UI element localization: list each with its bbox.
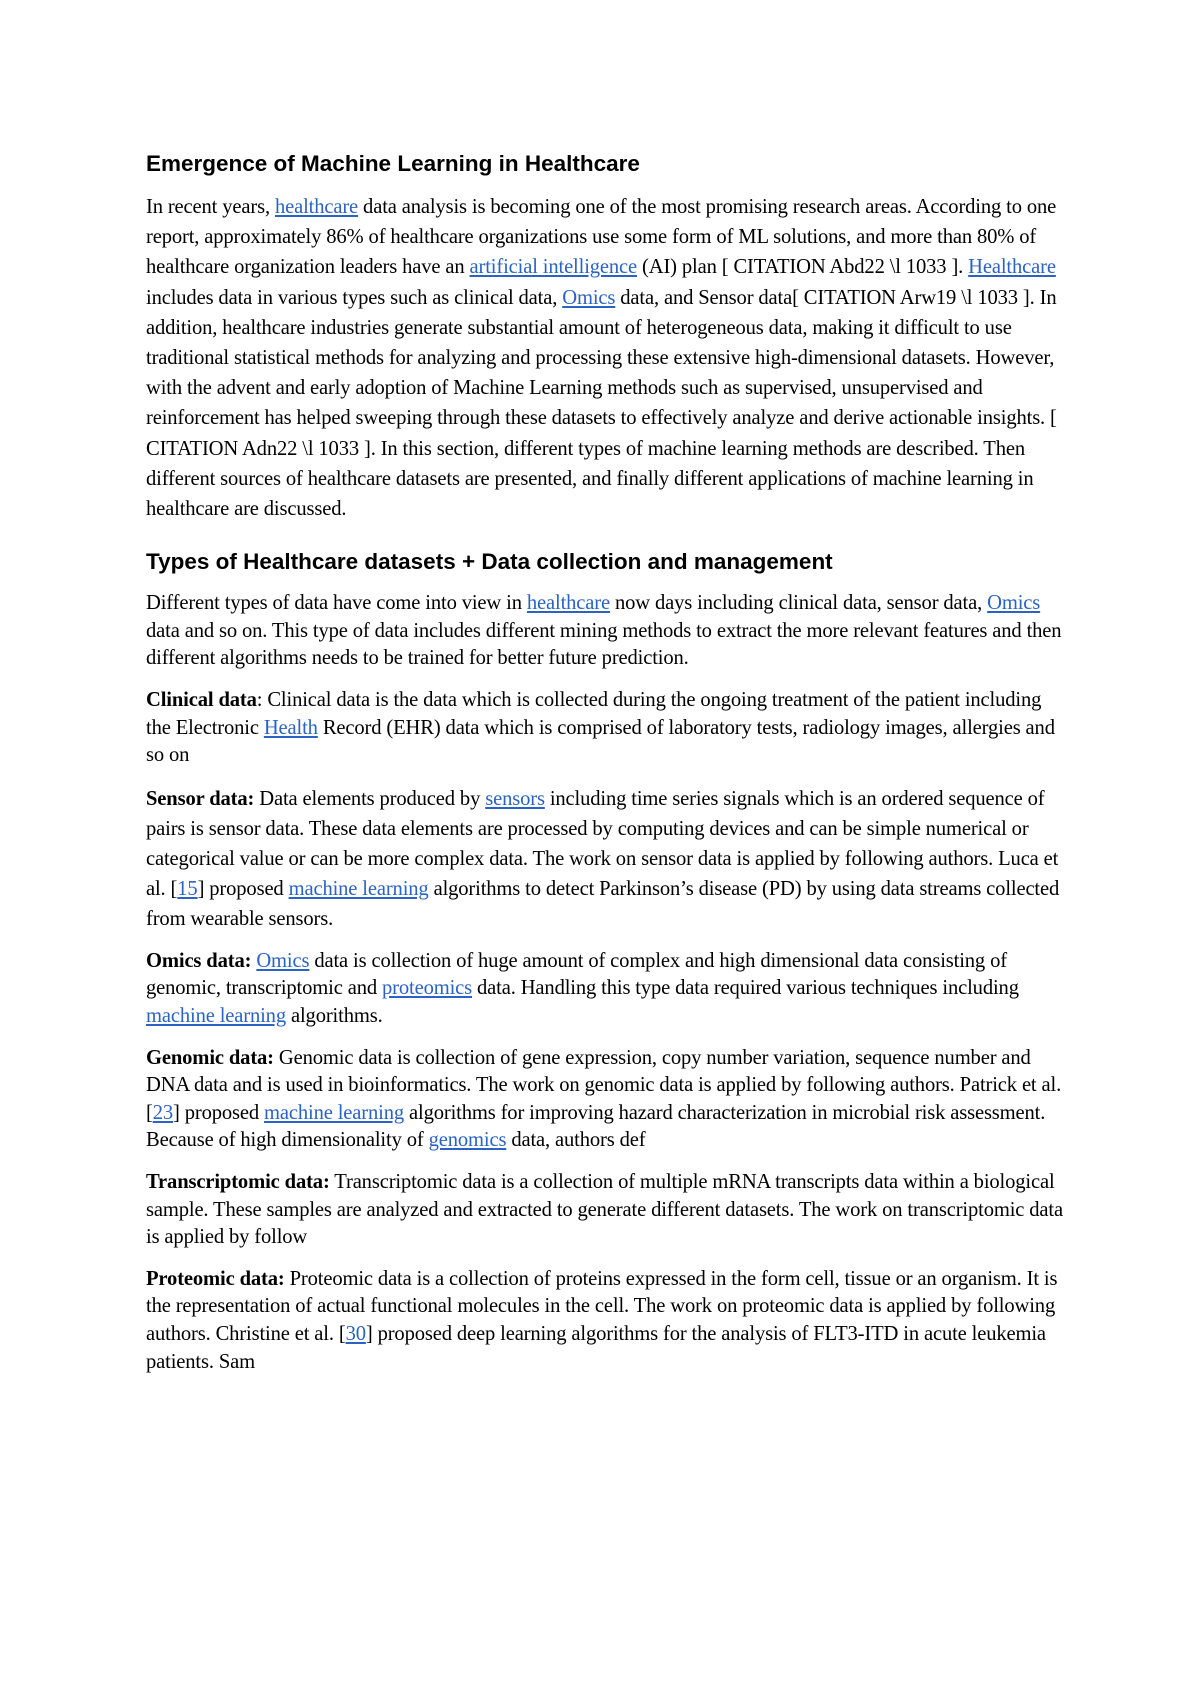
paragraph-proteomic-data: Proteomic data: Proteomic data is a collection of proteins expressed in the form cell, tissue or an organism. It is the representation of actual functional molecules in the cell. The work on proteomic data is applied by following authors. Christine et al. [30] proposed deep learning algorithms for the analysis of FLT3-ITD in acute leukemia patients. Sam (146, 1267, 1058, 1373)
link-machine-learning[interactable]: machine learning (288, 877, 429, 900)
link-healthcare-2[interactable]: Healthcare (968, 256, 1056, 279)
link-sensors[interactable]: sensors (485, 787, 545, 810)
paragraph-sensor-data: Sensor data: Data elements produced by sensors including time series signals which is an ordered sequence of pairs is sensor data. These data elements are processed by computing devices and can be simple numerical or categorical value or can be more complex data. The work on sensor data is applied by following authors. Luca et al. [15] proposed machine learning algorithms to detect Parkinson’s disease (PD) by using data streams collected from wearable sensors. (146, 787, 1060, 930)
paragraph-types-intro: Different types of data have come into view in healthcare now days including clinical data, sensor data, Omics data and so on. This type of data includes different mining methods to extract the more relevant features and then different algorithms needs to be trained for better future prediction. (146, 592, 1062, 670)
link-omics-3[interactable]: Omics (256, 949, 310, 972)
link-citation-23[interactable]: 23 (152, 1101, 174, 1124)
paragraph-genomic-data: Genomic data: Genomic data is collection of gene expression, copy number variation, sequence number and DNA data and is used in bioinformatics. The work on genomic data is applied by following authors. Patrick et al. [23] proposed machine learning algorithms for improving hazard characterization in microbial risk assessment. Because of high dimensionality of genomics data, authors def (146, 1046, 1062, 1152)
link-machine-learning-3[interactable]: machine learning (264, 1101, 405, 1124)
link-proteomics[interactable]: proteomics (382, 977, 473, 1000)
term-transcriptomic-data: Transcriptomic data: (146, 1170, 330, 1193)
document-body (146, 148, 1066, 1376)
link-omics[interactable]: Omics (562, 286, 616, 309)
section-heading-emergence: Emergence of Machine Learning in Healthcare (146, 151, 640, 176)
term-genomic-data: Genomic data: (146, 1046, 274, 1069)
paragraph-omics-data: Omics data: Omics data is collection of huge amount of complex and high dimensional data consisting of genomic, transcriptomic and proteomics data. Handling this type data required various techniques including machine learning algorithms. (146, 949, 1019, 1027)
term-omics-data: Omics data: (146, 949, 252, 972)
link-health[interactable]: Health (263, 716, 318, 739)
paragraph-emergence: In recent years, healthcare data analysis is becoming one of the most promising research areas. According to one report, approximately 86% of healthcare organizations use some form of ML solutions, and more than 80% of healthcare organization leaders have an artificial intelligence (AI) plan [ CITATION Abd22 \l 1033 ]. Healthcare includes data in various types such as clinical data, Omics data, and Sensor data[ CITATION Arw19 \l 1033 ]. In addition, healthcare industries generate substantial amount of heterogeneous data, making it difficult to use traditional statistical methods for analyzing and processing these extensive high-dimensional datasets. However, with the advent and early adoption of Machine Learning methods such as supervised, unsupervised and reinforcement has helped sweeping through these datasets to effectively analyze and derive actionable insights. [ CITATION Adn22 \l 1033 ]. In this section, different types of machine learning methods are described. Then different sources of healthcare datasets are presented, and finally different applications of machine learning in healthcare are discussed. (146, 196, 1057, 521)
link-citation-15[interactable]: 15 (177, 877, 198, 900)
paragraph-clinical-data: Clinical data: Clinical data is the data which is collected during the ongoing treatment of the patient including the Electronic Health Record (EHR) data which is comprised of laboratory tests, radiology images, allergies and so on (146, 689, 1055, 767)
link-genomics[interactable]: genomics (428, 1129, 507, 1152)
link-healthcare[interactable]: healthcare (274, 196, 359, 218)
link-citation-30[interactable]: 30 (345, 1322, 366, 1345)
link-healthcare-3[interactable]: healthcare (526, 592, 610, 615)
link-machine-learning-2[interactable]: machine learning (146, 1004, 286, 1027)
link-artificial-intelligence[interactable]: artificial intelligence (469, 256, 638, 279)
term-proteomic-data: Proteomic data: (146, 1267, 285, 1290)
term-clinical-data: Clinical data (146, 689, 257, 712)
paragraph-transcriptomic-data: Transcriptomic data: Transcriptomic data is a collection of multiple mRNA transcripts data within a biological sample. These samples are analyzed and extracted to generate different datasets. The work on transcriptomic data is applied by follow (146, 1170, 1063, 1249)
link-omics-2[interactable]: Omics (987, 592, 1041, 615)
term-sensor-data: Sensor data: (146, 787, 255, 810)
section-heading-types: Types of Healthcare datasets + Data collection and management (146, 549, 833, 575)
